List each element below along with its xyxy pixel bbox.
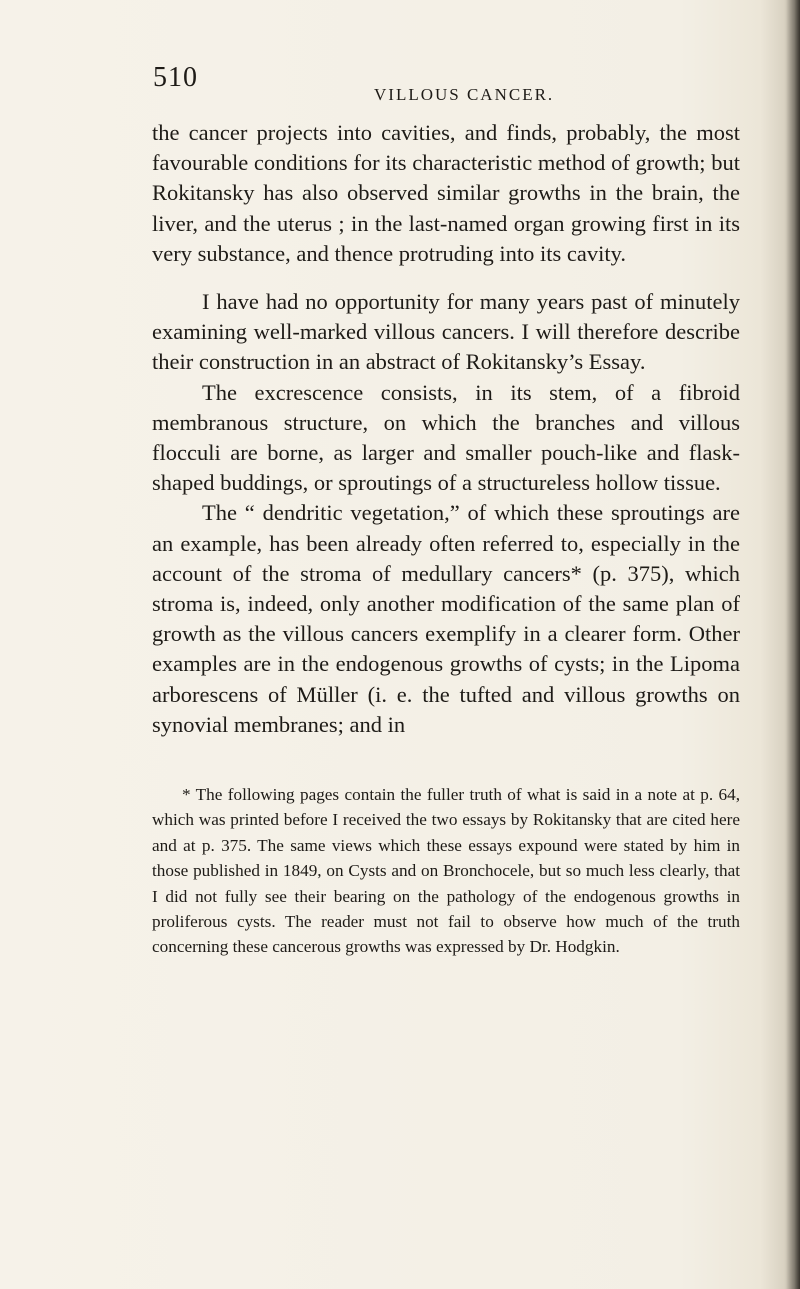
paragraph-1: the cancer projects into cavities, and finds, probably, the most favourable conditions for its characteristic method of growth; but Rokitansky has also observed similar growths in the brain, the liver, and the uterus ; in the last-named organ growing first in its very substance, and thence protruding into its cavity. xyxy=(152,120,740,266)
footnote xyxy=(152,782,740,960)
paragraph-4: The “ dendritic vegetation,” of which these sproutings are an example, has been already often referred to, especially in the account of the stroma of medullary cancers* (p. 375), which stroma is, indeed, only another modification of the same plan of growth as the villous cancers exemplify in a clearer form. Other examples are in the endogenous growths of cysts; in the Lipoma arborescens of Müller (i. e. the tufted and villous growths on synovial membranes; and in xyxy=(152,500,740,737)
paragraph-2: I have had no opportunity for many years past of minutely examining well-marked villous cancers. I will therefore describe their construction in an abstract of Rokitansky’s Essay. xyxy=(152,289,740,375)
body-text xyxy=(152,118,740,740)
paragraph-3: The excrescence consists, in its stem, of a fibroid membranous structure, on which the branches and villous flocculi are borne, as larger and smaller pouch-like and flask-shaped buddings, or sproutings of a structureless hollow tissue. xyxy=(152,379,740,496)
page-edge-shadow xyxy=(786,0,800,1289)
page-number: 510 xyxy=(153,62,198,93)
footnote-text: * The following pages contain the fuller truth of what is said in a note at p. 64, which was printed before I received the two essays by Rokitansky that are cited here and at p. 375. The same views which these essays expound were stated by him in those published in 1849, on Cysts and on Bronchocele, but so much less clearly, that I did not fully see their bearing on the pathology of the endogenous growths in proliferous cysts. The reader must not fail to observe how much of the truth concerning these cancerous growths was expressed by Dr. Hodgkin. xyxy=(152,785,740,957)
running-head: VILLOUS CANCER. xyxy=(374,85,555,104)
